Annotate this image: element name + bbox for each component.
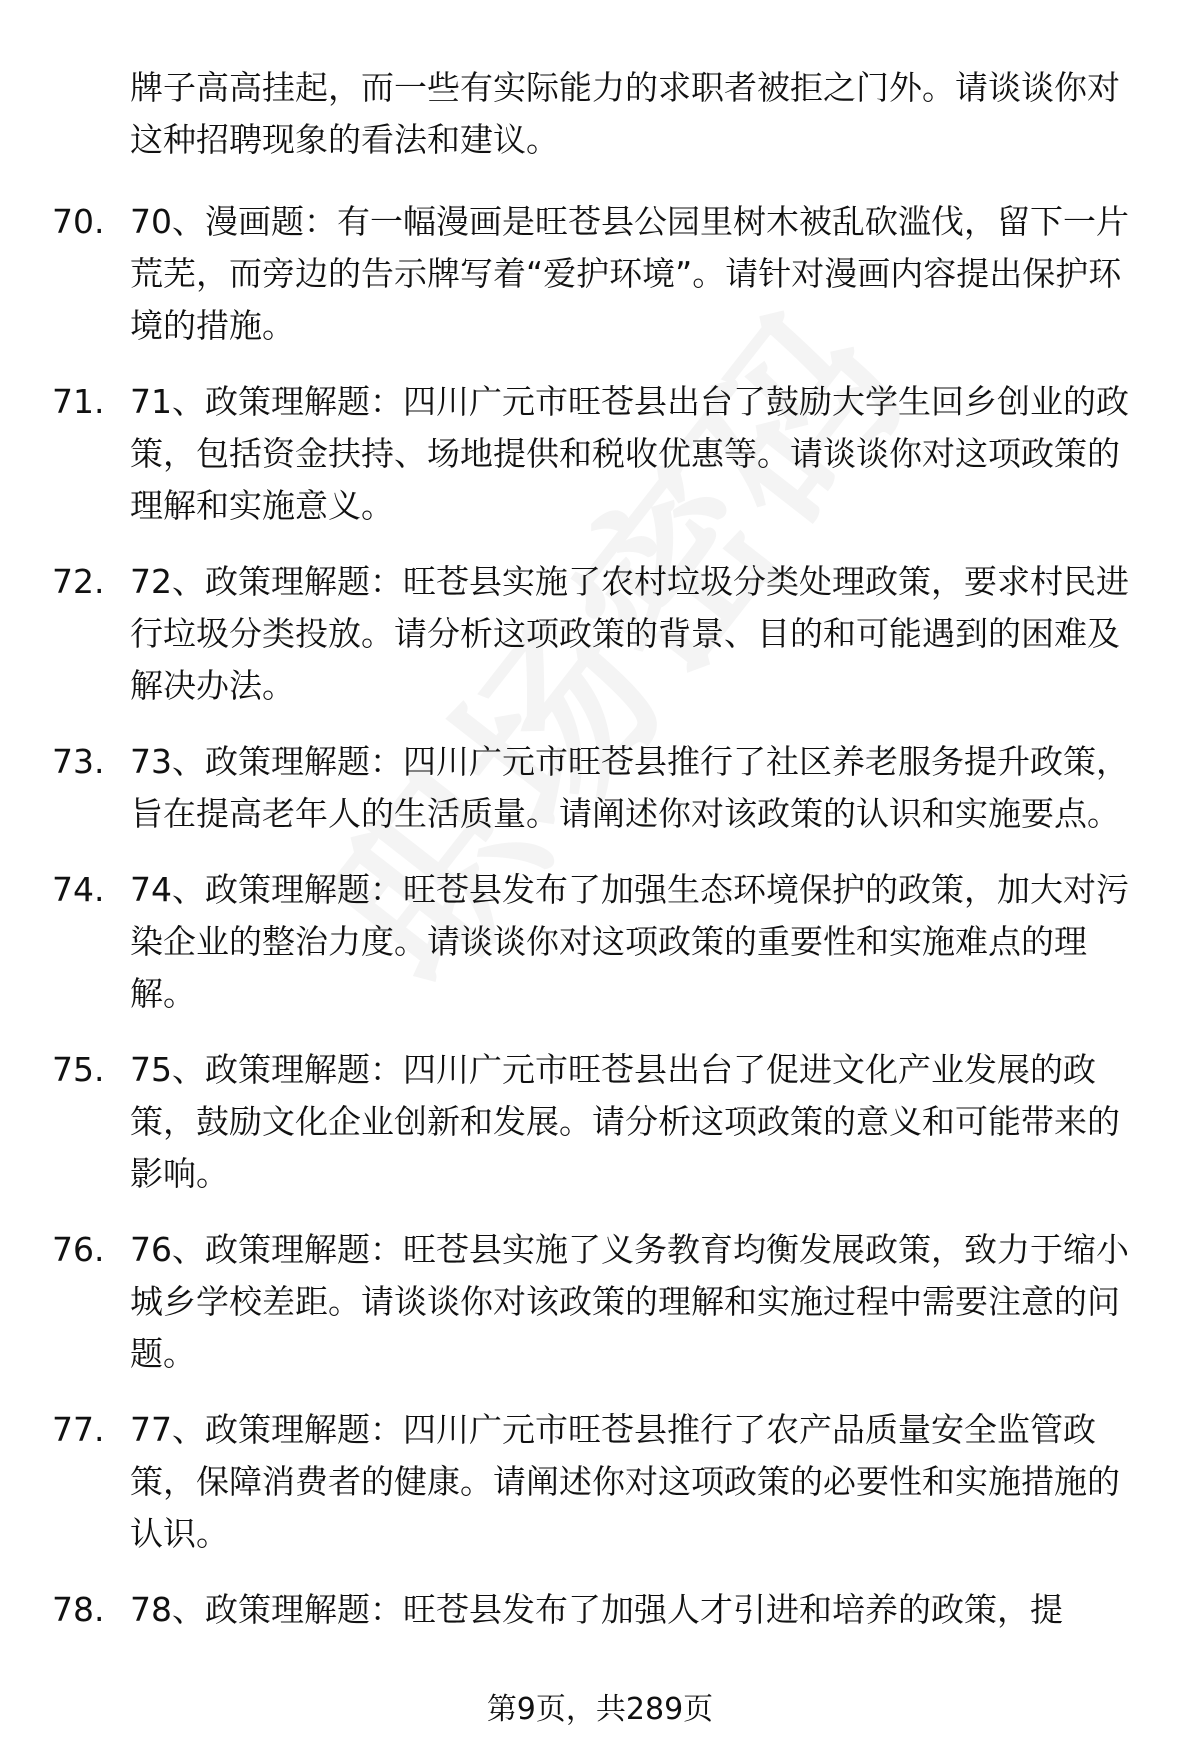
list-item: [0, 1224, 1200, 1380]
list-number: 73.: [52, 742, 105, 781]
list-item: [0, 376, 1200, 532]
page-number: 第9页，共289页: [486, 1692, 714, 1727]
question-text: 76、政策理解题：旺苍县实施了义务教育均衡发展政策，致力于缩小城乡学校差距。请谈谈你对该政策的理解和实施过程中需要注意的问题。: [130, 1230, 1129, 1373]
question-text: 74、政策理解题：旺苍县发布了加强生态环境保护的政策，加大对污染企业的整治力度。请谈谈你对这项政策的重要性和实施难点的理解。: [130, 870, 1129, 1013]
list-number: 70.: [52, 202, 105, 241]
list-number: 78.: [52, 1590, 105, 1629]
list-item: [0, 864, 1200, 1020]
list-item: [0, 1584, 1200, 1636]
question-text: 75、政策理解题：四川广元市旺苍县出台了促进文化产业发展的政策，鼓励文化企业创新和发展。请分析这项政策的意义和可能带来的影响。: [130, 1050, 1120, 1193]
question-text: 78、政策理解题：旺苍县发布了加强人才引进和培养的政策，提: [130, 1590, 1063, 1629]
list-number: 72.: [52, 562, 105, 601]
list-item: [0, 1044, 1200, 1200]
list-number: 76.: [52, 1230, 105, 1269]
list-number: 77.: [52, 1410, 105, 1449]
list-number: 75.: [52, 1050, 105, 1089]
list-number: 71.: [52, 382, 105, 421]
question-text: 73、政策理解题：四川广元市旺苍县推行了社区养老服务提升政策，旨在提高老年人的生活质量。请阐述你对该政策的认识和实施要点。: [130, 742, 1129, 833]
question-text: 72、政策理解题：旺苍县实施了农村垃圾分类处理政策，要求村民进行垃圾分类投放。请分析这项政策的背景、目的和可能遇到的困难及解决办法。: [130, 562, 1129, 705]
question-list: [0, 196, 1200, 1660]
list-item: [0, 736, 1200, 840]
list-item: [0, 196, 1200, 352]
question-text: 77、政策理解题：四川广元市旺苍县推行了农产品质量安全监管政策，保障消费者的健康。请阐述你对这项政策的必要性和实施措施的认识。: [130, 1410, 1120, 1553]
continued-text: 牌子高高挂起，而一些有实际能力的求职者被拒之门外。请谈谈你对这种招聘现象的看法和建议。: [130, 68, 1120, 159]
question-text: 70、漫画题：有一幅漫画是旺苍县公园里树木被乱砍滥伐，留下一片荒芜，而旁边的告示牌写着“爱护环境”。请针对漫画内容提出保护环境的措施。: [130, 202, 1129, 345]
list-number: 74.: [52, 870, 105, 909]
question-text: 71、政策理解题：四川广元市旺苍县出台了鼓励大学生回乡创业的政策，包括资金扶持、场地提供和税收优惠等。请谈谈你对这项政策的理解和实施意义。: [130, 382, 1129, 525]
list-item: [0, 1404, 1200, 1560]
list-item: [0, 556, 1200, 712]
